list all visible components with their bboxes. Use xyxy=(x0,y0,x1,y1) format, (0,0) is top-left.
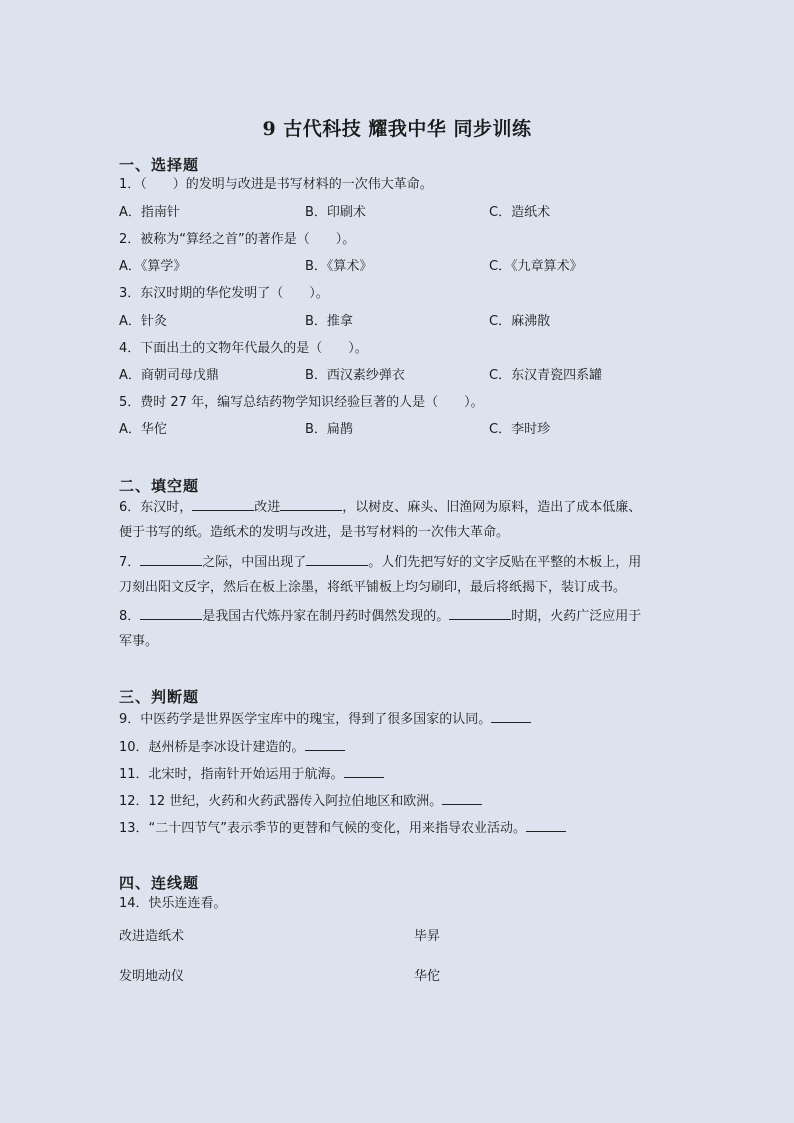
section-heading-fill: 二、填空题 xyxy=(119,477,200,495)
answer-blank[interactable] xyxy=(306,552,368,566)
question-2-option-b: B．《算术》 xyxy=(305,259,373,274)
question-8-line-2: 军事。 xyxy=(119,634,159,649)
answer-blank[interactable] xyxy=(192,497,254,511)
answer-blank[interactable] xyxy=(526,818,566,832)
question-13-text: 13．“二十四节气”表示季节的更替和气候的变化，用来指导农业活动。 xyxy=(119,821,527,836)
match-left-item[interactable]: 改进造纸术 xyxy=(119,929,185,944)
question-4-option-a: A．商朝司母戊鼎 xyxy=(119,368,219,383)
question-6-text-c: ，以树皮、麻头、旧渔网为原料，造出了成本低廉、 xyxy=(342,500,642,515)
question-2-option-c: C．《九章算术》 xyxy=(489,259,583,274)
question-4-option-c: C．东汉青瓷四系罐 xyxy=(489,368,603,383)
question-11-text: 11．北宋时，指南针开始运用于航海。 xyxy=(119,767,344,782)
question-2-option-a: A．《算学》 xyxy=(119,259,187,274)
answer-blank[interactable] xyxy=(442,791,482,805)
question-8-text-c: 时期，火药广泛应用于 xyxy=(511,609,642,624)
question-6-line-1 xyxy=(119,497,641,517)
answer-blank[interactable] xyxy=(491,709,531,723)
question-4-stem: 4．下面出土的文物年代最久的是（ ）。 xyxy=(119,341,368,356)
question-5-stem: 5．费时 27 年，编写总结药物学知识经验巨著的人是（ ）。 xyxy=(119,395,484,410)
question-3-stem: 3．东汉时期的华佗发明了（ ）。 xyxy=(119,286,329,301)
answer-blank[interactable] xyxy=(140,606,202,620)
question-8-text-b: 是我国古代炼丹家在制丹药时偶然发现的。 xyxy=(202,609,450,624)
question-5-option-c: C．李时珍 xyxy=(489,422,551,437)
answer-blank[interactable] xyxy=(280,497,342,511)
match-left-item[interactable]: 发明地动仪 xyxy=(119,969,185,984)
answer-blank[interactable] xyxy=(140,552,202,566)
question-4-option-b: B．西汉素纱弹衣 xyxy=(305,368,405,383)
answer-blank[interactable] xyxy=(344,764,384,778)
question-7-text-b: 之际，中国出现了 xyxy=(202,555,307,570)
question-8-line-1 xyxy=(119,606,641,626)
question-11 xyxy=(119,764,384,784)
question-7-text-c: 。人们先把写好的文字反贴在平整的木板上，用 xyxy=(368,555,642,570)
question-1-option-b: B．印刷术 xyxy=(305,205,366,220)
question-6-line-2: 便于书写的纸。造纸术的发明与改进，是书写材料的一次伟大革命。 xyxy=(119,525,510,540)
question-14-stem: 14．快乐连连看。 xyxy=(119,896,227,911)
question-6-text-b: 改进 xyxy=(254,500,281,515)
question-7-line-2: 刀刻出阳文反字，然后在板上涂墨，将纸平铺板上均匀刷印，最后将纸揭下，装订成书。 xyxy=(119,580,627,595)
question-1-option-c: C．造纸术 xyxy=(489,205,551,220)
question-7-text-a: 7． xyxy=(119,555,141,570)
question-8-text-a: 8． xyxy=(119,609,141,624)
section-heading-judge: 三、判断题 xyxy=(119,688,200,706)
match-right-item[interactable]: 华佗 xyxy=(414,969,441,984)
question-9-text: 9．中医药学是世界医学宝库中的瑰宝，得到了很多国家的认同。 xyxy=(119,712,492,727)
section-heading-match: 四、连线题 xyxy=(119,874,200,892)
question-3-option-c: C．麻沸散 xyxy=(489,314,551,329)
question-6-text-a: 6．东汉时， xyxy=(119,500,193,515)
question-5-option-a: A．华佗 xyxy=(119,422,167,437)
answer-blank[interactable] xyxy=(449,606,511,620)
question-3-option-b: B．推拿 xyxy=(305,314,353,329)
question-1-stem: 1．（ ）的发明与改进是书写材料的一次伟大革命。 xyxy=(119,177,433,192)
question-10-text: 10．赵州桥是李冰设计建造的。 xyxy=(119,740,305,755)
question-2-stem: 2．被称为“算经之首”的著作是（ ）。 xyxy=(119,232,356,247)
question-7-line-1 xyxy=(119,552,641,572)
page-title: 9 古代科技 耀我中华 同步训练 xyxy=(262,118,532,140)
question-3-option-a: A．针灸 xyxy=(119,314,167,329)
section-heading-choice: 一、选择题 xyxy=(119,156,200,174)
answer-blank[interactable] xyxy=(305,737,345,751)
question-12-text: 12．12 世纪，火药和火药武器传入阿拉伯地区和欧洲。 xyxy=(119,794,443,809)
question-12 xyxy=(119,791,482,811)
question-5-option-b: B．扁鹊 xyxy=(305,422,353,437)
question-9 xyxy=(119,709,531,729)
question-13 xyxy=(119,818,566,838)
match-right-item[interactable]: 毕昇 xyxy=(414,929,441,944)
question-1-option-a: A．指南针 xyxy=(119,205,180,220)
question-10 xyxy=(119,737,345,757)
